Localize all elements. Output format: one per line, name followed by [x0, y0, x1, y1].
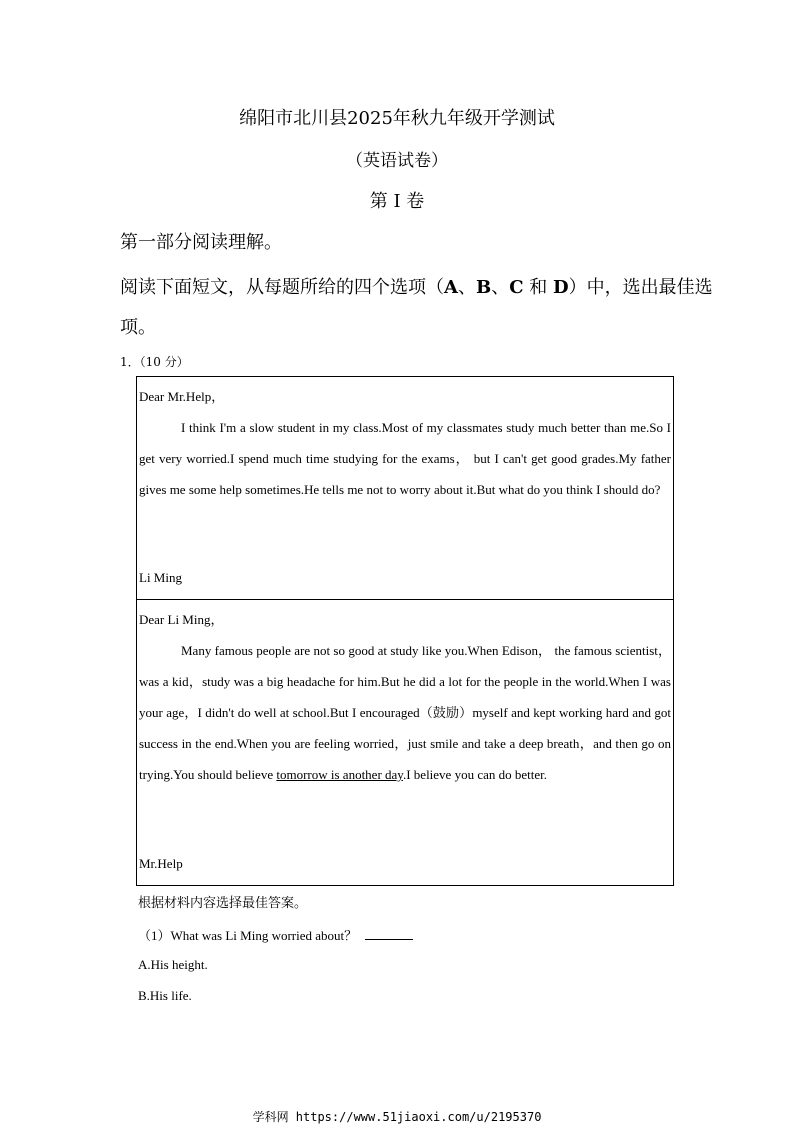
option-a[interactable]: A.His height. [138, 957, 208, 972]
letter-box-1 [136, 376, 674, 600]
letter2-body [139, 635, 671, 790]
option-b-label: B [475, 277, 492, 298]
option-b[interactable]: B.His life. [138, 988, 192, 1003]
sep: 和 [523, 277, 553, 298]
option-a-label: A [444, 277, 458, 298]
sep: 、 [491, 277, 510, 298]
letter-box-2 [136, 599, 674, 886]
instruction [120, 268, 720, 348]
letter1-signature: Li Ming [139, 570, 182, 585]
page-title: 绵阳市北川县2025年秋九年级开学测试 [239, 108, 555, 129]
footer-watermark: 学科网 https://www.51jiaoxi.com/u/2195370 [252, 1110, 542, 1124]
part-heading: 第一部分阅读理解。 [120, 232, 282, 253]
letter1-greeting: Dear Mr.Help， [139, 389, 225, 404]
letter2-body-text: Many famous people are not so good at study like you.When Edison， the famous scientist，was a kid，study was a big headache for him.But he did a lot for the people in the world.When I was your age，I didn't do well at school.But I encouraged（鼓励）myself and kept working hard and got success in the end.When you are feeling worried，just smile and take a deep breath，and then go on trying.You should believe [139, 643, 671, 782]
option-c-label: C [509, 277, 524, 298]
underlined-phrase: tomorrow is another day [276, 767, 403, 782]
question-number: 1．（10 分） [120, 355, 189, 369]
letter2-signature: Mr.Help [139, 856, 183, 871]
option-d-label: D [552, 277, 569, 298]
question-1 [138, 925, 413, 944]
letter2-greeting: Dear Li Ming， [139, 612, 224, 627]
instruction-post: ）中，选出最佳选项。 [120, 277, 713, 338]
paper-subtitle: （英语试卷） [346, 151, 448, 171]
question-1-text: （1）What was Li Ming worried about？ [138, 928, 358, 943]
sep: 、 [457, 277, 476, 298]
answer-hint: 根据材料内容选择最佳答案。 [138, 895, 308, 910]
letter2-body-end: .I believe you can do better. [402, 767, 547, 782]
volume-label: 第 I 卷 [369, 191, 425, 212]
answer-blank[interactable] [365, 929, 413, 940]
letter1-body: I think I'm a slow student in my class.Most of my classmates study much better than me.So I get very worried.I spend much time studying for the exams， but I can't get good grades.My father gives me some help sometimes.He tells me not to worry about it.But what do you think I should do? [139, 420, 671, 497]
instruction-pre: 阅读下面短文，从每题所给的四个选项（ [120, 277, 444, 298]
